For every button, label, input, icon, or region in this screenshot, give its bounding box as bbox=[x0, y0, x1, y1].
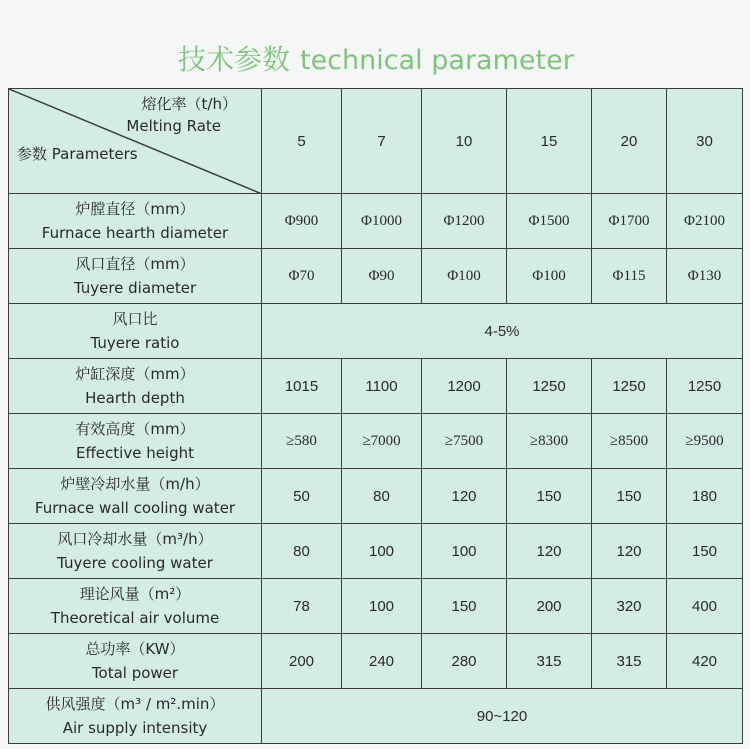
value-cell: 320 bbox=[592, 579, 667, 634]
value-cell: Φ130 bbox=[667, 249, 743, 304]
header-corner-cell bbox=[9, 89, 262, 194]
rate-cell: 30 bbox=[667, 89, 743, 194]
parameters-label: 参数 Parameters bbox=[17, 145, 138, 163]
value-cell: 120 bbox=[507, 524, 592, 579]
value-cell: 240 bbox=[342, 634, 422, 689]
table-row bbox=[9, 249, 743, 304]
row-label: 风口比 Tuyere ratio bbox=[9, 304, 262, 359]
value-cell: 100 bbox=[342, 579, 422, 634]
merged-value-cell: 90~120 bbox=[262, 689, 743, 744]
parameter-table bbox=[8, 88, 743, 744]
melting-rate-cn: 熔化率（t/h） bbox=[141, 95, 237, 113]
value-cell: ≥8500 bbox=[592, 414, 667, 469]
table-row bbox=[9, 469, 743, 524]
row-label: 风口直径（mm） Tuyere diameter bbox=[9, 249, 262, 304]
table-row bbox=[9, 359, 743, 414]
value-cell: 1250 bbox=[507, 359, 592, 414]
value-cell: 100 bbox=[342, 524, 422, 579]
value-cell: Φ900 bbox=[262, 194, 342, 249]
value-cell: 420 bbox=[667, 634, 743, 689]
value-cell: 1100 bbox=[342, 359, 422, 414]
row-label: 炉壁冷却水量（m/h） Furnace wall cooling water bbox=[9, 469, 262, 524]
value-cell: 315 bbox=[592, 634, 667, 689]
value-cell: Φ1500 bbox=[507, 194, 592, 249]
value-cell: ≥9500 bbox=[667, 414, 743, 469]
value-cell: 180 bbox=[667, 469, 743, 524]
value-cell: 120 bbox=[422, 469, 507, 524]
value-cell: 100 bbox=[422, 524, 507, 579]
value-cell: 1250 bbox=[667, 359, 743, 414]
value-cell: Φ100 bbox=[507, 249, 592, 304]
value-cell: 50 bbox=[262, 469, 342, 524]
rate-cell: 7 bbox=[342, 89, 422, 194]
value-cell: ≥7000 bbox=[342, 414, 422, 469]
melting-rate-en: Melting Rate bbox=[126, 117, 221, 135]
table-row bbox=[9, 689, 743, 744]
value-cell: Φ2100 bbox=[667, 194, 743, 249]
value-cell: 80 bbox=[262, 524, 342, 579]
rate-cell: 20 bbox=[592, 89, 667, 194]
value-cell: Φ115 bbox=[592, 249, 667, 304]
rate-cell: 10 bbox=[422, 89, 507, 194]
row-label: 供风强度（m³ / m².min） Air supply intensity bbox=[9, 689, 262, 744]
value-cell: ≥8300 bbox=[507, 414, 592, 469]
value-cell: Φ100 bbox=[422, 249, 507, 304]
row-label: 炉膛直径（mm） Furnace hearth diameter bbox=[9, 194, 262, 249]
value-cell: 78 bbox=[262, 579, 342, 634]
value-cell: Φ1000 bbox=[342, 194, 422, 249]
table-row bbox=[9, 194, 743, 249]
rate-cell: 15 bbox=[507, 89, 592, 194]
table-row bbox=[9, 634, 743, 689]
value-cell: 1200 bbox=[422, 359, 507, 414]
row-label: 炉缸深度（mm） Hearth depth bbox=[9, 359, 262, 414]
value-cell: 315 bbox=[507, 634, 592, 689]
value-cell: Φ1200 bbox=[422, 194, 507, 249]
row-label: 有效高度（mm） Effective height bbox=[9, 414, 262, 469]
value-cell: 150 bbox=[507, 469, 592, 524]
value-cell: 200 bbox=[507, 579, 592, 634]
value-cell: 150 bbox=[592, 469, 667, 524]
table-row bbox=[9, 579, 743, 634]
merged-value-cell: 4-5% bbox=[262, 304, 743, 359]
rate-cell: 5 bbox=[262, 89, 342, 194]
title-en: technical parameter bbox=[300, 45, 574, 76]
value-cell: 80 bbox=[342, 469, 422, 524]
value-cell: ≥7500 bbox=[422, 414, 507, 469]
value-cell: 150 bbox=[422, 579, 507, 634]
header-row bbox=[9, 89, 743, 194]
title-cn: 技术参数 bbox=[178, 43, 291, 76]
row-label: 风口冷却水量（m³/h） Tuyere cooling water bbox=[9, 524, 262, 579]
row-label: 总功率（KW） Total power bbox=[9, 634, 262, 689]
value-cell: 150 bbox=[667, 524, 743, 579]
value-cell: Φ90 bbox=[342, 249, 422, 304]
value-cell: 1015 bbox=[262, 359, 342, 414]
value-cell: 400 bbox=[667, 579, 743, 634]
table-row bbox=[9, 304, 743, 359]
value-cell: 200 bbox=[262, 634, 342, 689]
row-label: 理论风量（m²） Theoretical air volume bbox=[9, 579, 262, 634]
table-row bbox=[9, 414, 743, 469]
page-title bbox=[178, 38, 574, 78]
value-cell: Φ1700 bbox=[592, 194, 667, 249]
value-cell: 1250 bbox=[592, 359, 667, 414]
value-cell: 280 bbox=[422, 634, 507, 689]
value-cell: 120 bbox=[592, 524, 667, 579]
table-row bbox=[9, 524, 743, 579]
value-cell: Φ70 bbox=[262, 249, 342, 304]
value-cell: ≥580 bbox=[262, 414, 342, 469]
